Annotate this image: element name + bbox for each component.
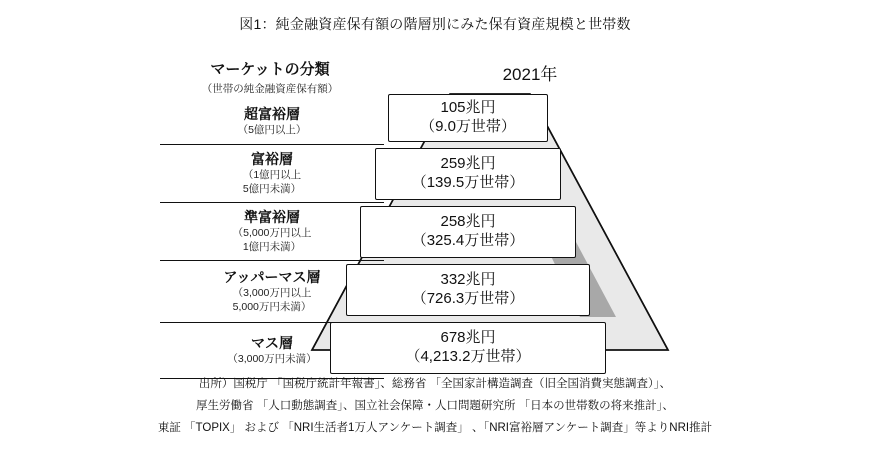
asset-amount-label: 678兆円 bbox=[440, 329, 496, 347]
category-name: 富裕層 bbox=[251, 151, 293, 168]
source-notes bbox=[0, 374, 870, 440]
category-range: （5億円以上） bbox=[237, 124, 307, 137]
household-count-label: （325.4万世帯） bbox=[411, 232, 525, 249]
category-range: （3,000万円以上 5,000万円未満） bbox=[232, 287, 312, 313]
figure-title: 図1：純金融資産保有額の階層別にみた保有資産規模と世帯数 bbox=[239, 16, 631, 32]
asset-amount-label: 259兆円 bbox=[440, 155, 496, 173]
category-header-title: マーケットの分類 bbox=[210, 61, 330, 78]
asset-amount-label: 105兆円 bbox=[440, 99, 496, 117]
category-header bbox=[160, 58, 380, 96]
category-row bbox=[160, 203, 384, 261]
source-note-line-1: 出所）国税庁 「国税庁統計年報書」、総務省 「全国家計構造調査（旧全国消費実態調査）」、 bbox=[198, 378, 672, 390]
value-box bbox=[346, 264, 590, 316]
source-note-line-2: 厚生労働省 「人口動態調査」、国立社会保障・人口問題研究所 「日本の世帯数の将来推計」、 bbox=[196, 399, 674, 412]
asset-amount-label: 332兆円 bbox=[440, 271, 496, 289]
value-box bbox=[388, 94, 548, 142]
asset-amount-label: 258兆円 bbox=[440, 213, 496, 231]
category-name: 準富裕層 bbox=[244, 209, 300, 226]
household-count-label: （139.5万世帯） bbox=[411, 174, 525, 191]
value-box bbox=[360, 206, 576, 258]
category-range: （3,000万円未満） bbox=[227, 352, 317, 365]
category-header-subtitle: （世帯の純金融資産保有額） bbox=[201, 83, 339, 95]
household-count-label: （4,213.2万世帯） bbox=[405, 348, 531, 365]
value-box bbox=[330, 322, 606, 374]
category-range: （1億円以上 5億円未満） bbox=[242, 169, 302, 195]
household-count-label: （726.3万世帯） bbox=[411, 290, 525, 307]
category-row bbox=[160, 145, 384, 203]
value-box bbox=[375, 148, 561, 200]
category-row bbox=[160, 100, 384, 145]
category-name: 超富裕層 bbox=[244, 106, 300, 123]
year-label: 2021年 bbox=[502, 65, 558, 84]
category-range: （5,000万円以上 1億円未満） bbox=[232, 227, 312, 253]
pyramid-chart bbox=[160, 52, 720, 367]
category-name: マス層 bbox=[251, 334, 293, 351]
category-name: アッパーマス層 bbox=[223, 269, 321, 286]
source-note-line-3: 東証 「TOPIX」 および 「NRI生活者1万人アンケート調査」 、「NRI富裕層アンケート調査」等よりNRI推計 bbox=[157, 421, 713, 434]
household-count-label: （9.0万世帯） bbox=[420, 118, 516, 135]
